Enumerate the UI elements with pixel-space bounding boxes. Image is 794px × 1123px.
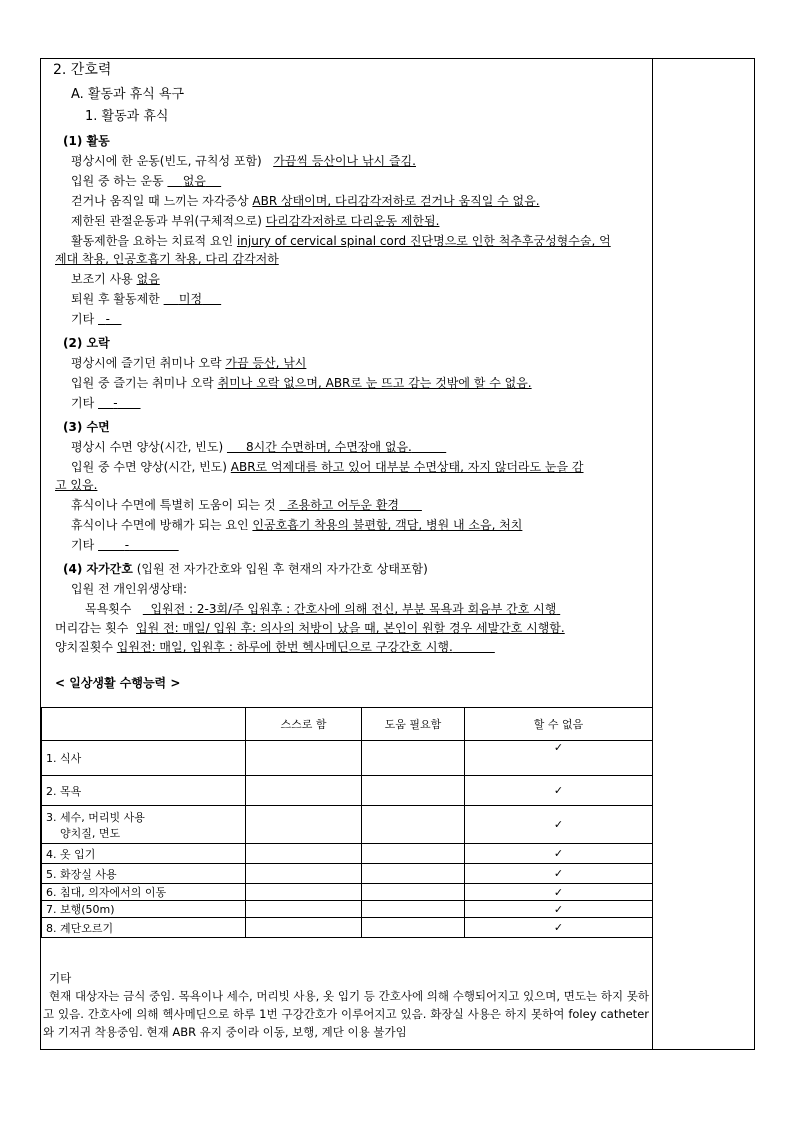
value: 다리감각저하로 다리운동 제한됨. [265, 214, 440, 228]
value: 가끔씩 등산이나 낚시 즐김. [273, 154, 416, 168]
label: 휴식이나 수면에 특별히 도움이 되는 것 [71, 498, 276, 512]
label: 입원 중 수면 양상(시간, 빈도) [71, 460, 227, 474]
activity-symptom [71, 193, 540, 209]
title-note: (입원 전 자가간호와 입원 후 현재의 자가간호 상태포함) [136, 562, 428, 576]
header-cell [42, 708, 246, 741]
table-row [42, 884, 653, 901]
value: - [105, 312, 110, 326]
title: (4) 자가간호 [63, 562, 133, 576]
cell-help [362, 844, 465, 864]
check-mark: ✓ [465, 864, 653, 884]
recreation-other [71, 395, 141, 411]
cell-help [362, 884, 465, 901]
adl-table [41, 707, 653, 938]
check-mark: ✓ [465, 776, 653, 806]
table-row [42, 844, 653, 864]
check-mark: ✓ [465, 844, 653, 864]
header-cell: 할 수 없음 [465, 708, 653, 741]
label: 기타 [71, 538, 95, 552]
row-label: 7. 보행(50m) [42, 901, 246, 918]
label: 기타 [71, 312, 95, 326]
row-label-line1: 3. 세수, 머리빗 사용 [46, 810, 145, 824]
label: 입원 중 하는 운동 [71, 174, 164, 188]
check-mark: ✓ [465, 806, 653, 844]
label: 활동제한을 요하는 치료적 요인 [71, 234, 234, 248]
activity-treatment-cont: 제대 착용, 인공호흡기 착용, 다리 감각저하 [55, 252, 279, 266]
recreation-usual [71, 355, 306, 371]
selfcare-hygiene: 입원 전 개인위생상태: [71, 582, 188, 596]
selfcare-hair [55, 620, 565, 636]
activity-treatment [71, 233, 611, 249]
label: 평상시 수면 양상(시간, 빈도) [71, 440, 224, 454]
value: - [113, 396, 118, 410]
table-row [42, 806, 653, 844]
label: 머리감는 횟수 [55, 621, 129, 635]
cell-help [362, 864, 465, 884]
adl-title: < 일상생활 수행능력 > [55, 676, 181, 690]
cell-self [246, 918, 362, 938]
value: 입원전: 매일, 입원후 : 하루에 한번 헥사메딘으로 구강간호 시행. [116, 640, 453, 654]
cell-self [246, 844, 362, 864]
label: 기타 [71, 396, 95, 410]
label: 제한된 관절운동과 부위(구체적으로) [71, 214, 262, 228]
recreation-title: (2) 오락 [63, 336, 110, 350]
cell-help [362, 806, 465, 844]
sleep-inpatient [71, 459, 584, 475]
sleep-other [71, 537, 179, 553]
notes-section [43, 969, 649, 1041]
row-label: 6. 침대, 의자에서의 이동 [42, 884, 246, 901]
value: - [124, 538, 130, 552]
cell-self [246, 901, 362, 918]
activity-exercise [71, 153, 416, 169]
sleep-inpatient-cont: 고 있음. [55, 478, 98, 492]
row-label: 8. 계단오르기 [42, 918, 246, 938]
cell-help [362, 776, 465, 806]
activity-title: (1) 활동 [63, 134, 110, 148]
activity-other [71, 311, 121, 327]
label: 양치질횟수 [55, 640, 113, 654]
table-row [42, 776, 653, 806]
check-mark: ✓ [465, 741, 653, 776]
row-label: 4. 옷 입기 [42, 844, 246, 864]
value: 없음 [136, 272, 160, 286]
selfcare-teeth [55, 639, 495, 655]
value: 8시간 수면하며, 수면장애 없음. [246, 440, 412, 454]
label: 걷거나 움직일 때 느끼는 자각증상 [71, 194, 249, 208]
table-row [42, 918, 653, 938]
cell-self [246, 806, 362, 844]
sleep-title: (3) 수면 [63, 420, 110, 434]
activity-joint [71, 213, 439, 229]
value: 인공호흡기 착용의 불편함, 객담, 병원 내 소음, 처치 [252, 518, 523, 532]
cell-self [246, 864, 362, 884]
sleep-help [71, 497, 422, 513]
value: 미정 [178, 292, 203, 306]
cell-self [246, 776, 362, 806]
header-cell: 스스로 함 [246, 708, 362, 741]
cell-help [362, 901, 465, 918]
row-label: 2. 목욕 [42, 776, 246, 806]
row-label [42, 806, 246, 844]
table-row [42, 864, 653, 884]
check-mark: ✓ [465, 918, 653, 938]
table-row [42, 901, 653, 918]
table-row [42, 741, 653, 776]
label: 퇴원 후 활동제한 [71, 292, 160, 306]
label: 평상시에 한 운동(빈도, 규칙성 포함) [71, 154, 262, 168]
cell-help [362, 741, 465, 776]
value: 없음 [182, 174, 206, 188]
row-label: 5. 화장실 사용 [42, 864, 246, 884]
activity-discharge [71, 291, 221, 307]
activity-inpatient-exercise [71, 173, 221, 189]
document-frame [40, 58, 755, 1050]
value: ABR로 억제대를 하고 있어 대부분 수면상태, 자지 않더라도 눈을 감 [230, 460, 584, 474]
cell-self [246, 884, 362, 901]
label: 휴식이나 수면에 방해가 되는 요인 [71, 518, 249, 532]
check-mark: ✓ [465, 884, 653, 901]
row-label-line2: 양치질, 면도 [60, 826, 121, 840]
cell-self [246, 741, 362, 776]
activity-aid [71, 271, 160, 287]
selfcare-bath [85, 601, 560, 617]
label: 입원 중 즐기는 취미나 오락 [71, 376, 214, 390]
value: 입원전 : 2-3회/주 입원후 : 간호사에 의해 전신, 부분 목욕과 회음부 간호 시행 [150, 602, 557, 616]
subsection-a: A. 활동과 휴식 욕구 [71, 87, 185, 102]
value: injury of cervical spinal cord 진단명으로 인한 척추후궁성형수술, 억 [236, 234, 611, 248]
value: 취미나 오락 없으며, ABR로 눈 뜨고 감는 것밖에 할 수 없음. [217, 376, 532, 390]
notes-label: 기타 [49, 971, 72, 985]
check-mark: ✓ [465, 901, 653, 918]
header-cell: 도움 필요함 [362, 708, 465, 741]
notes-text: 현재 대상자는 금식 중임. 목욕이나 세수, 머리빗 사용, 옷 입기 등 간호사에 의해 수행되어지고 있으며, 면도는 하지 못하고 있음. 간호사에 의해 헥사메딘으로 하루 1번 구강간호가 이루어지고 있음. 화장실 사용은 하지 못하여 foley catheter와 기저귀 착용중임. 현재 ABR 유지 중이라 이동, 보행, 계단 이용 불가임 [43, 989, 649, 1039]
value: ABR 상태이며, 다리감각저하로 걷거나 움직일 수 없음. [252, 194, 540, 208]
label: 목욕횟수 [85, 602, 132, 616]
value: 입원 전: 매일/ 입원 후: 의사의 처방이 났을 때, 본인이 원할 경우 세발간호 시행함. [136, 621, 565, 635]
row-label: 1. 식사 [42, 741, 246, 776]
recreation-inpatient [71, 375, 532, 391]
cell-help [362, 918, 465, 938]
sleep-usual [71, 439, 446, 455]
subsection-1: 1. 활동과 휴식 [85, 109, 169, 124]
label: 보조기 사용 [71, 272, 133, 286]
sleep-hinder [71, 517, 522, 533]
value: 조용하고 어두운 환경 [287, 498, 399, 512]
selfcare-title [63, 561, 428, 577]
value: 가끔 등산, 낚시 [225, 356, 307, 370]
label: 평상시에 즐기던 취미나 오락 [71, 356, 222, 370]
section-title: 2. 간호력 [53, 62, 112, 78]
table-header-row [42, 708, 653, 741]
